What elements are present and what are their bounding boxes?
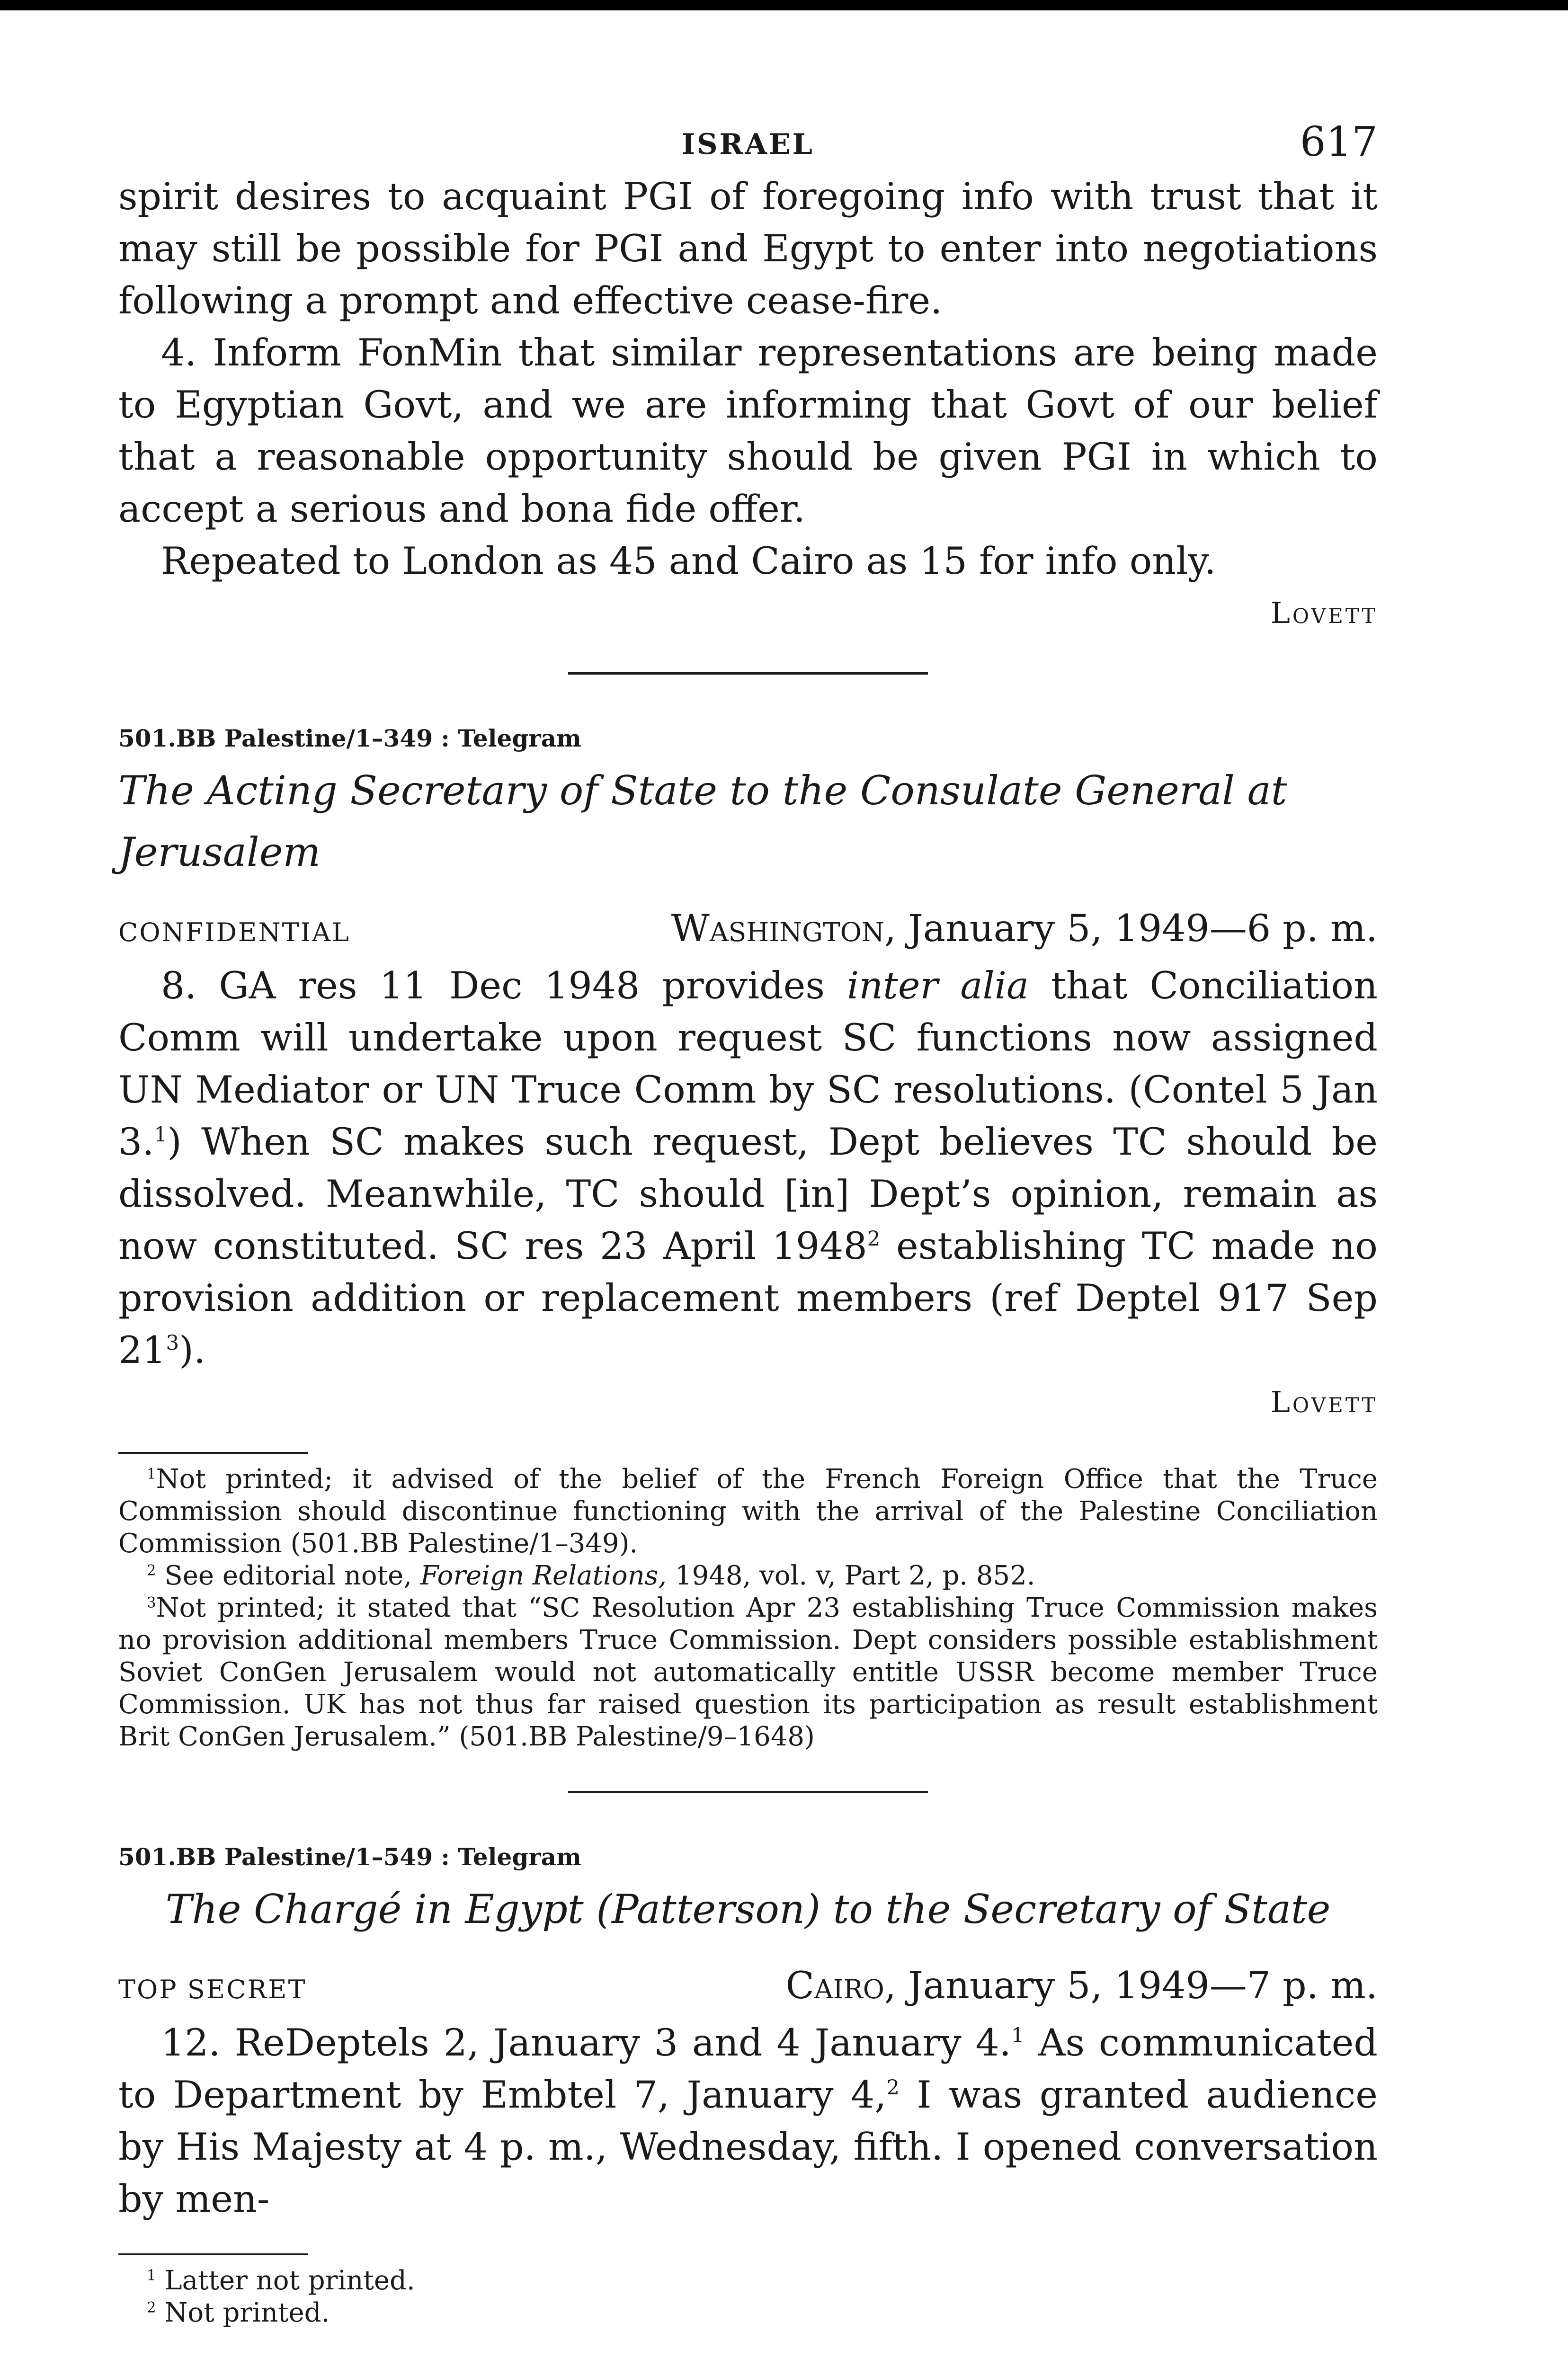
footnote-italic: Foreign Relations, [420,1560,667,1591]
text-run: that Conciliation Comm will undertake upon request SC functions now assigned UN Mediator or UN Truce Comm by SC resolutions. (Contel 5 Jan 3. [118,964,1378,1164]
footnote-marker: 1 [1011,2024,1025,2048]
classification: TOP SECRET [118,1975,307,2004]
running-head [118,114,1378,170]
footnote-marker: 2 [867,1227,881,1251]
footnote-text: See editorial note, [164,1560,412,1591]
document-telegram-jerusalem [118,722,1378,1753]
paragraph [118,2017,1378,2225]
footnote-text: Latter not printed. [164,2265,415,2296]
footnote-marker: 1 [154,1123,168,1147]
footnote [118,1560,1378,1592]
classification: CONFIDENTIAL [118,917,350,947]
paragraph: Repeated to London as 45 and Cairo as 15 for info only. [161,539,1216,583]
footnotes [118,2265,1378,2329]
running-title: ISRAEL [682,128,814,161]
section-divider [568,672,928,675]
paragraph [118,960,1378,1376]
footnote-text: Not printed; it stated that “SC Resolution Apr 23 establishing Truce Commission makes no provision additional members Truce Commission. Dept considers possible establishment Soviet ConGen Jerusalem would not automatically entitle USSR become member Truce Commission. UK has not thus far raised question its participation as result establishment Brit ConGen Jerusalem.” (501.BB Palestine/9–1648) [118,1593,1378,1752]
footnote [118,1592,1378,1753]
place: Cairo, [785,1964,897,2007]
footnote-number: 2 [147,1562,156,1579]
text-run: I was granted audience by His Majesty at 4 p. m., Wednesday, fifth. I opened conversation by men- [118,2073,1378,2221]
document-title: The Acting Secretary of State to the Consulate General at Jerusalem [118,767,1287,875]
page [118,114,1378,2329]
text-run: 8. GA res 11 Dec 1948 provides [161,964,825,1007]
paragraph: 4. Inform FonMin that similar representations are being made to Egyptian Govt, and we are informing that Govt of our belief that a reasonable opportunity should be given PGI in which to accept a serious and bona fide offer. [118,331,1378,531]
italic-run: inter alia [846,964,1029,1007]
text-run: establishing TC made no provision addition or replacement members (ref Deptel 917 Sep 21 [118,1224,1378,1372]
document-reference: 501.BB Palestine/1–549 : Telegram [118,1843,581,1871]
text-run: As communicated to Department by Embtel 7, January 4, [118,2021,1378,2117]
signature: Lovett [1270,596,1378,630]
footnote-marker: 2 [886,2076,900,2100]
document-continuation [118,170,1378,587]
document-telegram-cairo [118,1841,1378,2329]
text-run: ). [179,1328,206,1372]
footnote-number: 3 [147,1594,156,1611]
date: January 5, 1949—6 p. m. [908,907,1378,950]
text-run: ) When SC makes such request, Dept believes TC should be dissolved. Meanwhile, TC should [in] Dept’s opinion, remain as now constituted. SC res 23 April 1948 [118,1120,1378,1268]
section-divider [568,1791,928,1793]
place-date [786,1964,1378,2007]
footnote-rule [118,1452,308,1454]
document-reference: 501.BB Palestine/1–349 : Telegram [118,724,581,752]
paragraph: spirit desires to acquaint PGI of foregoing info with trust that it may still be possible for PGI and Egypt to enter into negotiations following a prompt and effective cease-fire. [118,175,1378,322]
signature: Lovett [1270,1385,1378,1419]
footnote-marker: 3 [166,1331,179,1355]
scan-top-border [0,0,1568,10]
text-run: 12. ReDeptels 2, January 3 and 4 January 4. [161,2021,1011,2064]
footnote [118,1463,1378,1560]
page-number: 617 [1300,118,1378,166]
dateline [118,907,1378,950]
footnote [118,2265,1378,2297]
place-date [671,907,1378,950]
dateline [118,1964,1378,2007]
place: Washington, [671,907,897,950]
footnote-text: 1948, vol. v, Part 2, p. 852. [675,1560,1035,1591]
footnote-number: 1 [147,1465,156,1483]
footnote-rule [118,2253,308,2255]
footnote-number: 1 [147,2267,156,2284]
footnote-number: 2 [147,2299,156,2316]
footnote-text: Not printed. [164,2297,330,2328]
footnotes [118,1463,1378,1753]
footnote-text: Not printed; it advised of the belief of the French Foreign Office that the Truce Commission should discontinue functioning with the arrival of the Palestine Conciliation Commission (501.BB Palestine/1–349). [118,1464,1378,1559]
document-title: The Chargé in Egypt (Patterson) to the Secretary of State [165,1886,1331,1932]
date: January 5, 1949—7 p. m. [908,1964,1378,2007]
footnote [118,2297,1378,2329]
